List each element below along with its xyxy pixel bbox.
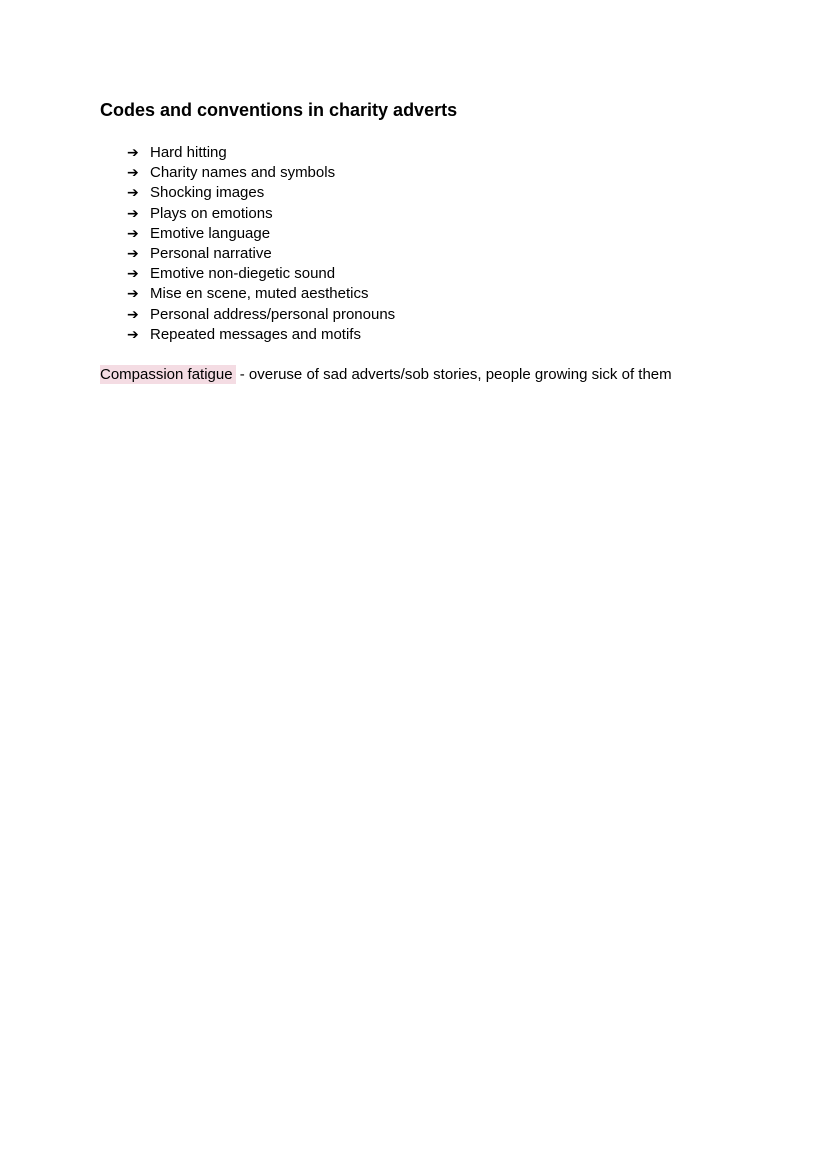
list-item-text: Emotive language <box>150 224 271 242</box>
right-arrow-icon: ➔ <box>127 165 139 182</box>
list-item-text: Personal narrative <box>150 244 272 262</box>
right-arrow-icon: ➔ <box>127 245 139 262</box>
list-item-text: Personal address/personal pronouns <box>150 305 396 323</box>
list-item <box>127 183 395 203</box>
definition-paragraph <box>100 365 672 385</box>
list-item <box>127 204 395 224</box>
right-arrow-icon: ➔ <box>127 185 139 202</box>
right-arrow-icon: ➔ <box>127 205 139 222</box>
list-item <box>127 244 395 264</box>
list-item <box>127 143 395 163</box>
list-item-text: Charity names and symbols <box>150 164 336 182</box>
right-arrow-icon: ➔ <box>127 326 139 343</box>
document-title: Codes and conventions in charity adverts <box>100 100 458 120</box>
right-arrow-icon: ➔ <box>127 286 139 303</box>
definition-text: - overuse of sad adverts/sob stories, people growing sick of them <box>235 366 672 383</box>
conventions-list <box>127 143 395 345</box>
list-item-text: Plays on emotions <box>150 204 273 222</box>
highlighted-term: Compassion fatigue <box>100 365 236 384</box>
list-item <box>127 264 395 284</box>
list-item-text: Repeated messages and motifs <box>150 325 361 343</box>
list-item <box>127 325 395 345</box>
list-item <box>127 224 395 244</box>
list-item-text: Hard hitting <box>150 144 227 161</box>
list-item <box>127 284 395 304</box>
list-item-text: Shocking images <box>150 184 265 202</box>
list-item-text: Emotive non-diegetic sound <box>150 265 336 283</box>
list-item <box>127 163 395 183</box>
list-item-text: Mise en scene, muted aesthetics <box>150 285 369 303</box>
right-arrow-icon: ➔ <box>127 306 139 323</box>
right-arrow-icon: ➔ <box>127 266 139 283</box>
right-arrow-icon: ➔ <box>127 145 139 161</box>
list-item <box>127 305 395 325</box>
right-arrow-icon: ➔ <box>127 225 139 242</box>
